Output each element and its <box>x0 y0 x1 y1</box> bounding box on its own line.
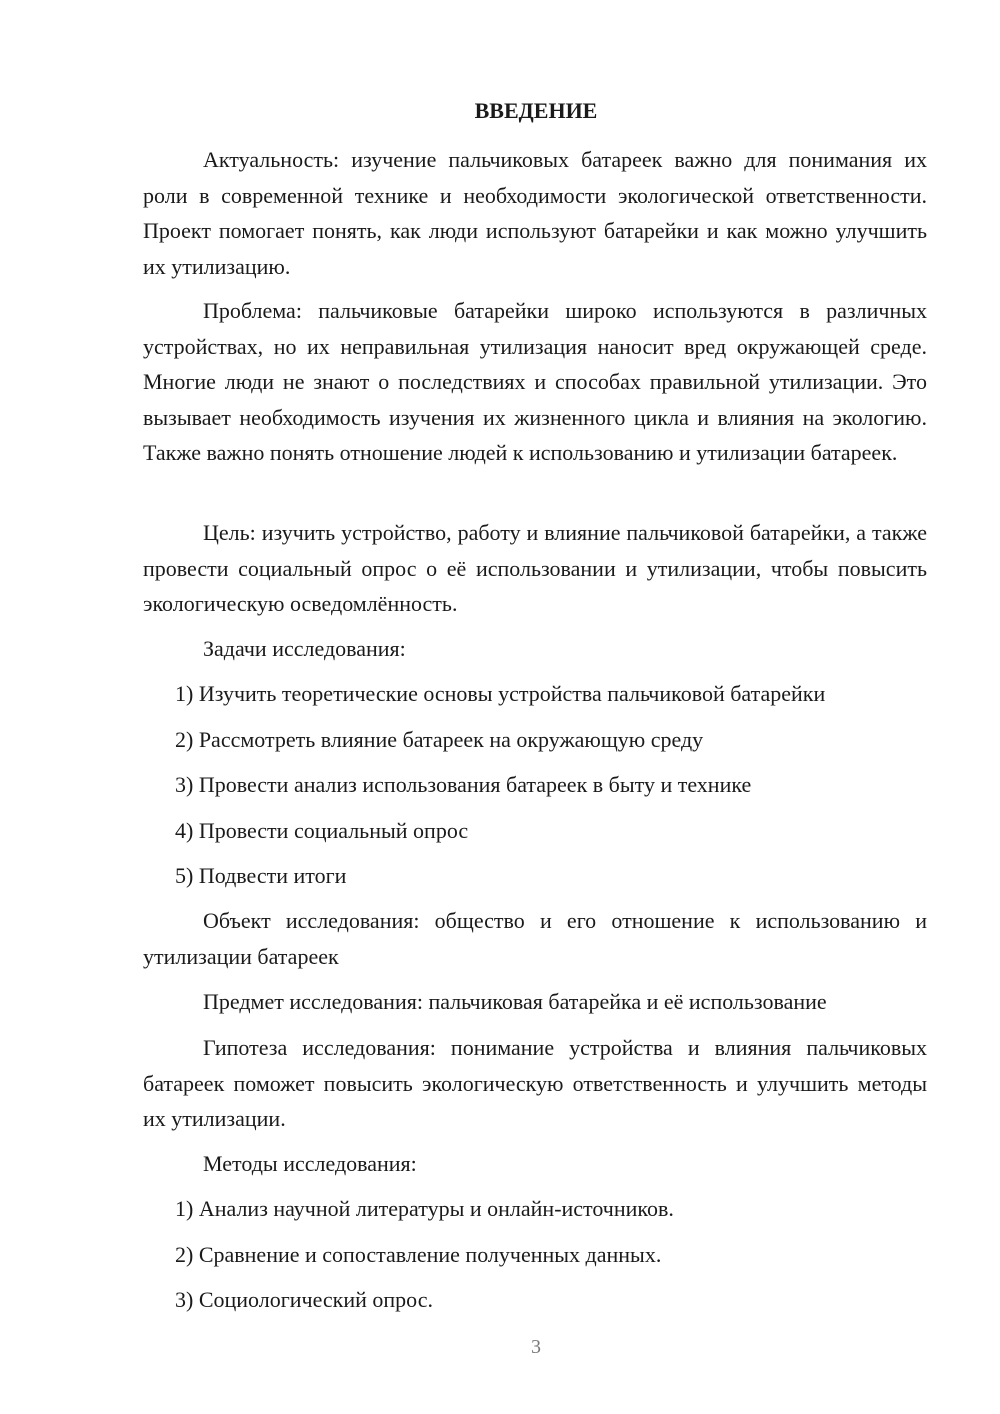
task-item: 2) Рассмотреть влияние батареек на окружающую среду <box>175 727 704 752</box>
task-item: 4) Провести социальный опрос <box>175 818 469 843</box>
task-item: 5) Подвести итоги <box>175 863 347 888</box>
problem-paragraph: Проблема: пальчиковые батарейки широко используются в различных устройствах, но их неправильная утилизация наносит вред окружающей среде. Многие люди не знают о последствиях и способах правильной утилизации. Это вызывает необходимость изучения их жизненного цикла и влияния на экологию. Также важно понять отношение людей к использованию и утилизации батареек. <box>143 298 927 465</box>
method-item: 3) Социологический опрос. <box>175 1287 433 1312</box>
page-title: ВВЕДЕНИЕ <box>474 98 598 123</box>
method-item: 1) Анализ научной литературы и онлайн-источников. <box>175 1196 674 1221</box>
goal-paragraph: Цель: изучить устройство, работу и влияние пальчиковой батарейки, а также провести социальный опрос о её использовании и утилизации, чтобы повысить экологическую осведомлённость. <box>143 520 927 616</box>
task-item: 1) Изучить теоретические основы устройства пальчиковой батарейки <box>175 681 826 706</box>
tasks-heading: Задачи исследования: <box>203 636 406 661</box>
object-paragraph: Объект исследования: общество и его отношение к использованию и утилизации батареек <box>143 908 927 969</box>
subject-paragraph: Предмет исследования: пальчиковая батарейка и её использование <box>203 989 827 1014</box>
page-number: 3 <box>531 1336 541 1358</box>
methods-heading: Методы исследования: <box>203 1151 417 1176</box>
relevance-paragraph: Актуальность: изучение пальчиковых батареек важно для понимания их роли в современной технике и необходимости экологической ответственности. Проект помогает понять, как люди используют батарейки и как можно улучшить их утилизацию. <box>143 147 927 279</box>
task-item: 3) Провести анализ использования батареек в быту и технике <box>175 772 752 797</box>
hypothesis-paragraph: Гипотеза исследования: понимание устройства и влияния пальчиковых батареек поможет повысить экологическую ответственность и улучшить методы их утилизации. <box>143 1035 927 1131</box>
method-item: 2) Сравнение и сопоставление полученных данных. <box>175 1242 662 1267</box>
